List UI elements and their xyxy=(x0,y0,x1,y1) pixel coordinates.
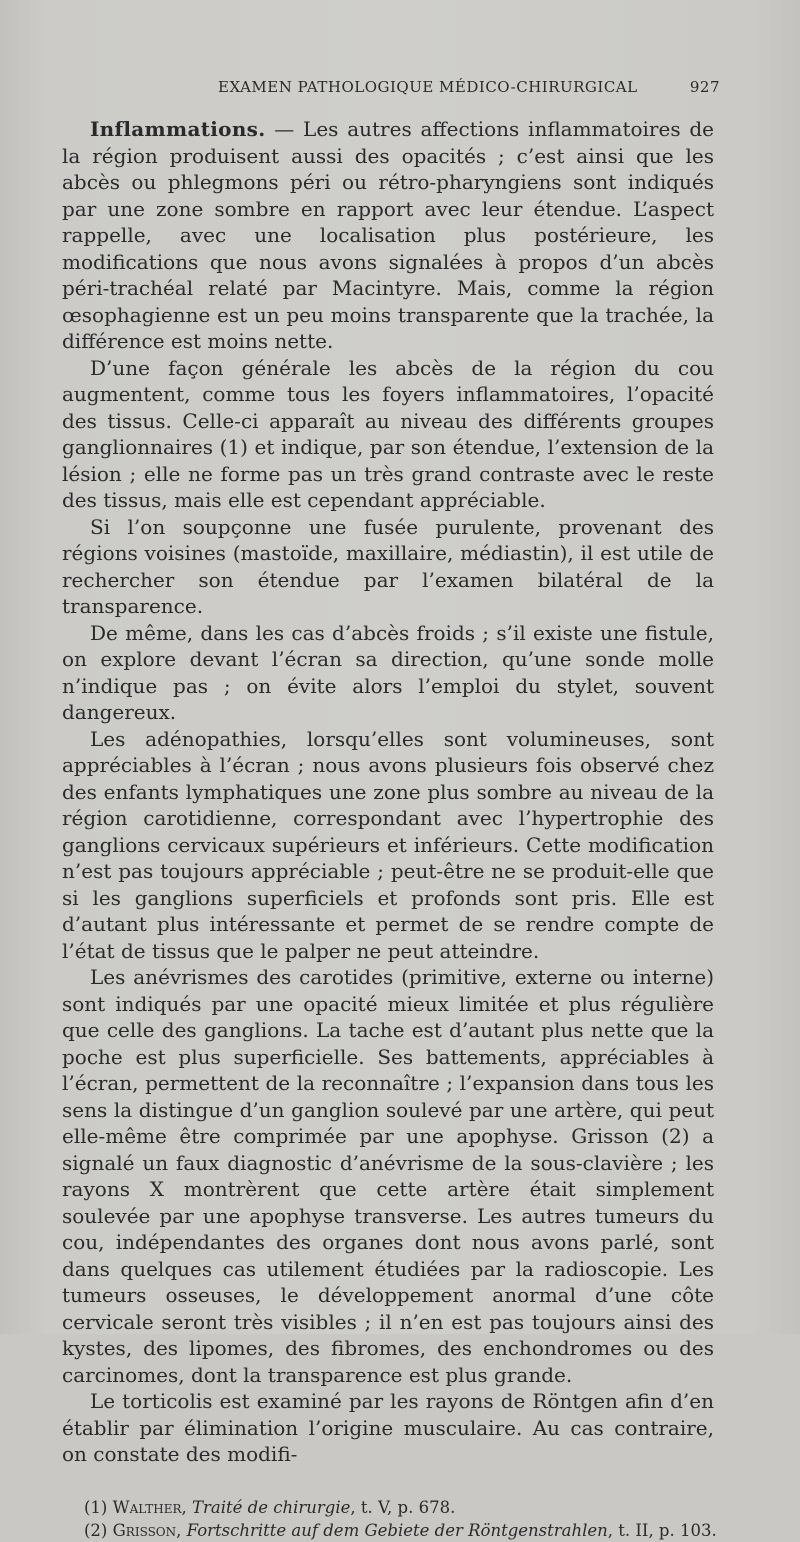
paragraph-text: — Les autres affections inflammatoires de la région produisent aussi des opacités ; c’est ainsi que les abcès ou phlegmons péri ou rétro-pharyngiens sont indiqués par une zone sombre en rapport avec leur étendue. L’aspect rappelle, avec une localisation plus postérieure, les modifications que nous avons signalées à propos d’un abcès péri-trachéal relaté par Macintyre. Mais, comme la région œsophagienne est un peu moins transparente que la trachée, la différence est moins nette. xyxy=(62,117,714,353)
footnote-work: Traité de chirurgie xyxy=(192,1497,351,1517)
page-number: 927 xyxy=(689,78,720,96)
paragraph: Si l’on soupçonne une fusée purulente, provenant des régions voisines (mastoïde, maxillaire, médiastin), il est utile de rechercher son étendue par l’examen bilatéral de la transparence. xyxy=(62,514,714,618)
footnote-mark: (1) xyxy=(84,1497,108,1517)
footnote-separator: , xyxy=(176,1520,187,1540)
section-title: Inflammations. xyxy=(90,117,266,141)
footnote-mark: (2) xyxy=(84,1520,108,1540)
footnote-rest: , t. II, p. 103. xyxy=(607,1520,717,1540)
footnote-separator: , xyxy=(181,1497,193,1517)
footnote-author: Grisson xyxy=(112,1520,177,1540)
footnote xyxy=(84,1496,714,1519)
paragraph: Les anévrismes des carotides (primitive, externe ou interne) sont indiqués par une opacité mieux limitée et plus régulière que celle des ganglions. La tache est d’autant plus nette que la poche est plus superficielle. Ses battements, appréciables à l’écran, permettent de la reconnaître ; l’expansion dans tous les sens la distingue d’un ganglion soulevé par une artère, qui peut elle-même être comprimée par une apophyse. Grisson (2) a signalé un faux diagnostic d’anévrisme de la sous-clavière ; les rayons X montrèrent que cette artère était simplement soulevée par une apophyse transverse. Les autres tumeurs du cou, indépendantes des organes dont nous avons parlé, sont dans quelques cas utilement étudiées par la radioscopie. Les tumeurs osseuses, le développement anormal d’une côte cervicale seront très visibles ; il n’en est pas toujours ainsi des kystes, des lipomes, des fibromes, des enchondromes ou des carcinomes, dont la transparence est plus grande. xyxy=(62,965,714,1387)
footnote-rest: , t. V, p. 678. xyxy=(350,1497,456,1517)
paragraph: Le torticolis est examiné par les rayons de Röntgen afin d’en établir par élimination l’origine musculaire. Au cas contraire, on constate des modifi- xyxy=(62,1389,714,1466)
running-header xyxy=(62,78,720,108)
paragraph: D’une façon générale les abcès de la région du cou augmentent, comme tous les foyers inflammatoires, l’opacité des tissus. Celle-ci apparaît au niveau des différents groupes ganglionnaires (1) et indique, par son étendue, l’extension de la lésion ; elle ne forme pas un très grand contraste avec le reste des tissus, mais elle est cependant appréciable. xyxy=(62,355,714,512)
main-text xyxy=(62,116,714,1468)
running-title: EXAMEN PATHOLOGIQUE MÉDICO-CHIRURGICAL xyxy=(218,78,638,96)
paragraph xyxy=(62,116,714,355)
paragraph: Les adénopathies, lorsqu’elles sont volumineuses, sont appréciables à l’écran ; nous avons plusieurs fois observé chez des enfants lymphatiques une zone plus sombre au niveau de la région carotidienne, correspondant avec l’hypertrophie des ganglions cervicaux supérieurs et inférieurs. Cette modification n’est pas toujours appréciable ; peut-être ne se produit-elle que si les ganglions superficiels et profonds sont pris. Elle est d’autant plus intéressante et permet de se rendre compte de l’état de tissus que le palper ne peut atteindre. xyxy=(62,726,714,963)
paragraph: De même, dans les cas d’abcès froids ; s’il existe une fistule, on explore devant l’écran sa direction, qu’une sonde molle n’indique pas ; on évite alors l’emploi du stylet, souvent dangereux. xyxy=(62,620,714,724)
footnote xyxy=(84,1519,717,1542)
footnotes xyxy=(62,1496,717,1542)
footnote-work: Fortschritte auf dem Gebiete der Röntgenstrahlen xyxy=(186,1520,608,1540)
footnote-author: Walther xyxy=(112,1497,182,1517)
